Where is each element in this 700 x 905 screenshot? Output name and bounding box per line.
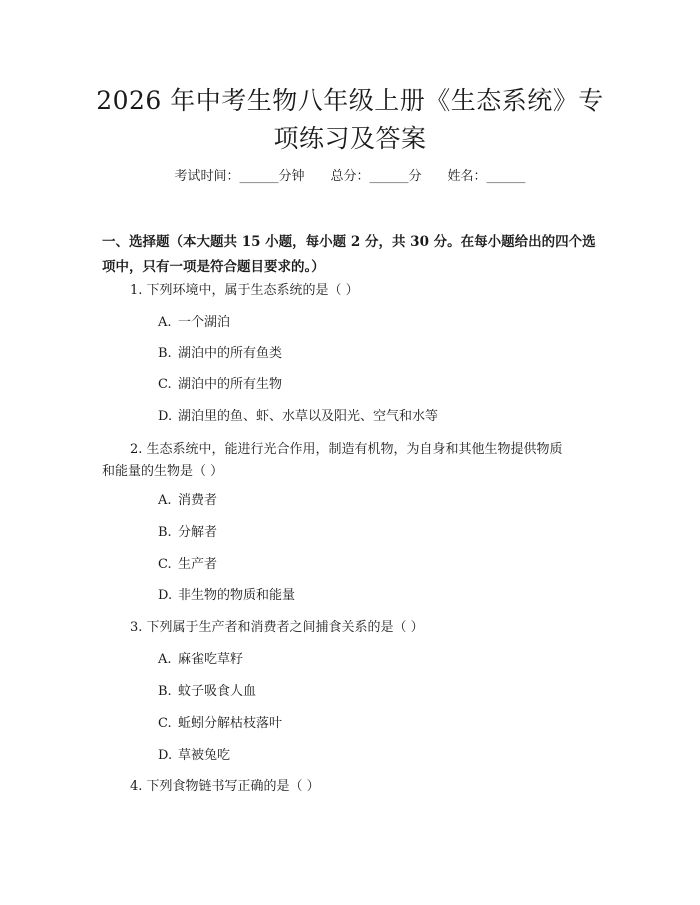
question-1-option-a: A. 一个湖泊 [158,315,231,330]
question-3-stem: 3. 下列属于生产者和消费者之间捕食关系的是（ ） [130,620,424,635]
question-3-option-b: B. 蚊子吸食人血 [158,684,257,699]
question-2-option-b: B. 分解者 [158,525,218,540]
section-heading-line-2: 项中，只有一项是符合题目要求的。） [102,259,325,275]
question-1-option-c: C. 湖泊中的所有生物 [158,377,283,392]
page-title-line-2: 项练习及答案 [273,124,427,153]
question-4-stem: 4. 下列食物链书写正确的是（ ） [130,779,320,794]
question-1-option-d: D. 湖泊里的鱼、虾、水草以及阳光、空气和水等 [158,409,439,424]
section-heading-line-1: 一、选择题（本大题共 15 小题，每小题 2 分，共 30 分。在每小题给出的四个选 [102,234,596,250]
question-3-option-c: C. 蚯蚓分解枯枝落叶 [158,716,283,731]
question-2-stem-line-1: 2. 生态系统中，能进行光合作用，制造有机物，为自身和其他生物提供物质 [130,442,563,457]
question-3-option-a: A. 麻雀吃草籽 [158,652,244,667]
question-1-stem: 1. 下列环境中，属于生态系统的是（ ） [130,283,359,298]
exam-time-field: 考试时间：______分钟 [174,169,305,184]
question-2-option-a: A. 消费者 [158,493,218,508]
question-3-option-d: D. 草被兔吃 [158,748,231,763]
student-name-field: 姓名：______ [447,169,526,184]
exam-info-row [0,166,700,188]
question-2-option-c: C. 生产者 [158,557,218,572]
question-2-option-d: D. 非生物的物质和能量 [158,588,296,603]
question-1-option-b: B. 湖泊中的所有鱼类 [158,346,283,361]
question-2-stem-line-2: 和能量的生物是（ ） [102,464,224,479]
total-score-field: 总分：______分 [330,169,422,184]
page-title-line-1: 2026 年中考生物八年级上册《生态系统》专 [96,86,604,115]
